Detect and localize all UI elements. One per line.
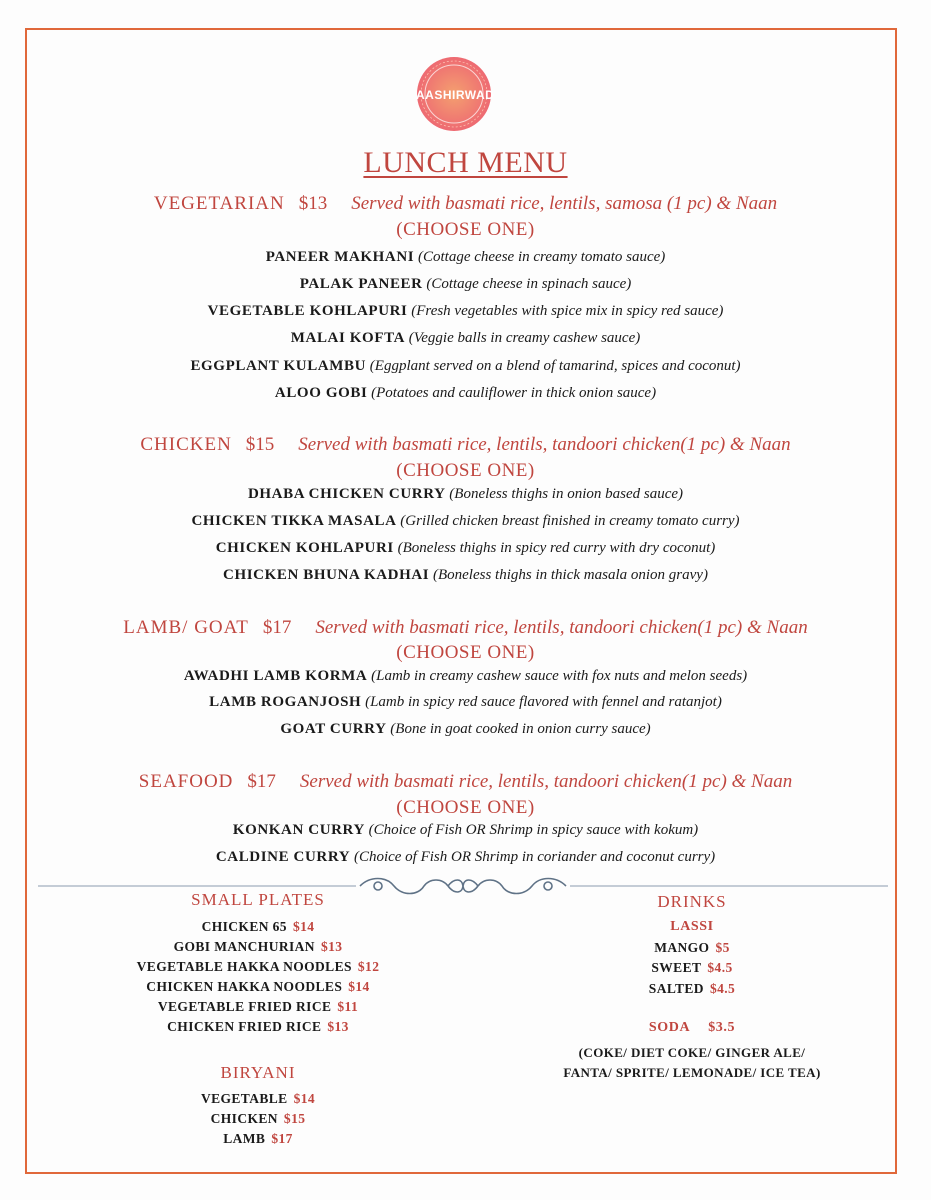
menu-item: AWADHI LAMB KORMA (Lamb in creamy cashew sauce with fox nuts and melon seeds) [183, 668, 748, 684]
small-plate-item: GOBI MANCHURIAN $13 [173, 939, 343, 954]
section-header-lamb-goat: LAMB/ GOAT $17 Served with basmati rice, lentils, tandoori chicken(1 pc) & Naan [123, 617, 808, 638]
menu-item: CHICKEN BHUNA KADHAI (Boneless thighs in thick masala onion gravy) [223, 567, 708, 583]
drinks-title: DRINKS [657, 892, 727, 911]
menu-item: ALOO GOBI (Potatoes and cauliflower in thick onion sauce) [274, 385, 657, 401]
menu-item: CHICKEN TIKKA MASALA (Grilled chicken breast finished in creamy tomato curry) [191, 513, 740, 529]
section-header-seafood: SEAFOOD $17 Served with basmati rice, lentils, tandoori chicken(1 pc) & Naan [138, 771, 793, 792]
soda-options: (COKE/ DIET COKE/ GINGER ALE/ [578, 1045, 806, 1060]
choose-one-label: (CHOOSE ONE) [396, 219, 535, 240]
lassi-title: LASSI [670, 919, 714, 934]
biryani-item: LAMB $17 [223, 1131, 293, 1146]
menu-item: EGGPLANT KULAMBU (Eggplant served on a blend of tamarind, spices and coconut) [190, 358, 741, 374]
biryani-item: VEGETABLE $14 [200, 1091, 316, 1106]
biryani-item: CHICKEN $15 [210, 1111, 306, 1126]
lassi-item: SWEET $4.5 [651, 960, 733, 975]
small-plate-item: VEGETABLE FRIED RICE $11 [157, 999, 359, 1014]
choose-one-label: (CHOOSE ONE) [396, 460, 535, 481]
section-header-chicken: CHICKEN $15 Served with basmati rice, lentils, tandoori chicken(1 pc) & Naan [140, 434, 791, 455]
menu-item: PALAK PANEER (Cottage cheese in spinach sauce) [299, 276, 632, 292]
small-plate-item: CHICKEN HAKKA NOODLES $14 [146, 979, 370, 994]
small-plate-item: CHICKEN 65 $14 [201, 919, 315, 934]
biryani-title: BIRYANI [220, 1063, 296, 1082]
soda-options: FANTA/ SPRITE/ LEMONADE/ ICE TEA) [563, 1065, 821, 1080]
small-plate-item: VEGETABLE HAKKA NOODLES $12 [136, 959, 380, 974]
small-plate-item: CHICKEN FRIED RICE $13 [167, 1019, 349, 1034]
menu-item: GOAT CURRY (Bone in goat cooked in onion curry sauce) [280, 721, 651, 737]
choose-one-label: (CHOOSE ONE) [396, 642, 535, 663]
small-plates-title: SMALL PLATES [191, 890, 325, 909]
logo-text: AASHIRWAD [416, 88, 495, 102]
soda-title: SODA $3.5 [648, 1020, 736, 1035]
menu-item: VEGETABLE KOHLAPURI (Fresh vegetables with spice mix in spicy red sauce) [207, 303, 724, 319]
menu-item: MALAI KOFTA (Veggie balls in creamy cashew sauce) [290, 330, 641, 346]
section-header-vegetarian: VEGETARIAN $13 Served with basmati rice, lentils, samosa (1 pc) & Naan [153, 193, 778, 214]
menu-item: CALDINE CURRY (Choice of Fish OR Shrimp in coriander and coconut curry) [215, 849, 716, 865]
menu-item: CHICKEN KOHLAPURI (Boneless thighs in spicy red curry with dry coconut) [215, 540, 716, 556]
menu-item: KONKAN CURRY (Choice of Fish OR Shrimp in spicy sauce with kokum) [232, 822, 699, 838]
menu-item: LAMB ROGANJOSH (Lamb in spicy red sauce flavored with fennel and ratanjot) [209, 694, 722, 710]
choose-one-label: (CHOOSE ONE) [396, 797, 535, 818]
menu-item: DHABA CHICKEN CURRY (Boneless thighs in onion based sauce) [247, 486, 684, 502]
lassi-item: MANGO $5 [654, 940, 730, 955]
menu-item: PANEER MAKHANI (Cottage cheese in creamy tomato sauce) [265, 249, 666, 265]
lassi-item: SALTED $4.5 [648, 981, 736, 996]
page-title: LUNCH MENU [363, 146, 568, 179]
